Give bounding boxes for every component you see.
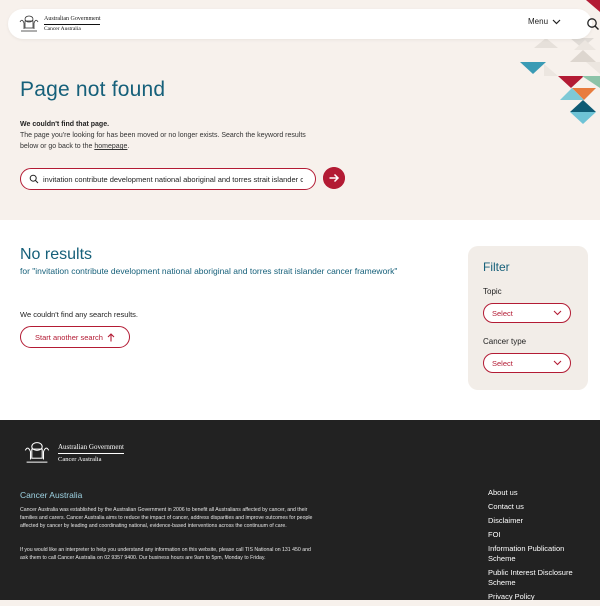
footer-link-contact-us[interactable]: Contact us [488, 502, 524, 511]
footer-interpreter-text: If you would like an interpreter to help you understand any information on this website, please call TIS National on 131 450 and ask them to call Cancer Australia on 02 9357 9400. Our business hours are 9am to 5pm, Monday to Friday. [20, 547, 311, 562]
coat-of-arms-icon [18, 14, 40, 34]
coat-of-arms-icon [20, 440, 54, 466]
footer-logo-gov-line: Australian Government [58, 443, 124, 454]
site-logo[interactable] [18, 13, 100, 35]
topic-select[interactable] [483, 303, 571, 323]
filter-panel [468, 246, 588, 390]
topic-select-value: Select [492, 308, 513, 318]
keyword-search-box [20, 168, 316, 190]
chevron-down-icon [553, 310, 562, 316]
menu-button[interactable] [528, 17, 561, 26]
start-another-search-label: Start another search [35, 332, 103, 342]
footer-link-privacy-policy[interactable]: Privacy Policy [488, 592, 535, 601]
logo-gov-line: Australian Government [44, 16, 100, 25]
menu-label: Menu [528, 17, 549, 26]
search-submit-button[interactable] [323, 167, 345, 189]
not-found-lead: We couldn't find that page. [20, 121, 110, 128]
footer-link-about-us[interactable]: About us [488, 488, 518, 497]
footer-link-information-publication-scheme[interactable]: Information Publication Scheme [488, 544, 565, 563]
arrow-up-icon [107, 333, 115, 342]
filter-title: Filter [483, 260, 510, 274]
results-title: No results [20, 246, 93, 263]
description-text: The page you're looking for has been moved or no longer exists. Search the keyword results below or go back to the [20, 132, 306, 150]
chevron-down-icon [553, 360, 562, 366]
start-another-search-button[interactable] [20, 326, 130, 348]
results-query-text: for "invitation contribute development national aboriginal and torres strait islander cancer framework" [20, 266, 398, 276]
page-title: Page not found [20, 78, 166, 101]
footer-title: Cancer Australia [20, 490, 83, 500]
chevron-down-icon [552, 19, 561, 25]
site-footer [0, 420, 600, 600]
search-icon [29, 174, 39, 184]
cancer-type-select[interactable] [483, 353, 571, 373]
description-end: . [127, 143, 130, 150]
footer-link-disclaimer[interactable]: Disclaimer [488, 516, 524, 525]
cancer-type-label: Cancer type [483, 337, 527, 346]
no-results-text: We couldn't find any search results. [20, 310, 139, 319]
footer-link-public-interest-disclosure-scheme[interactable]: Public Interest Disclosure Scheme [488, 568, 573, 587]
topic-label: Topic [483, 287, 502, 296]
cancer-type-select-value: Select [492, 358, 513, 368]
footer-about-text: Cancer Australia was established by the Australian Government in 2006 to benefit all Australians affected by cancer, and their families and carers. Cancer Australia aims to reduce the impact of cancer, address disparities and improve outcomes for people affected by cancer by leading and coordinating national, evidence-based interventions across the continuum of care. [20, 507, 313, 530]
footer-logo[interactable] [20, 440, 124, 466]
footer-links [488, 488, 588, 606]
search-input[interactable] [43, 175, 303, 184]
top-nav-bar [8, 9, 592, 39]
search-icon[interactable] [585, 16, 600, 32]
homepage-link[interactable]: homepage [94, 143, 128, 150]
logo-agency-line: Cancer Australia [44, 25, 81, 32]
footer-link-foi[interactable]: FOI [488, 530, 501, 539]
not-found-description [20, 130, 310, 152]
footer-logo-agency-line: Cancer Australia [58, 455, 102, 463]
